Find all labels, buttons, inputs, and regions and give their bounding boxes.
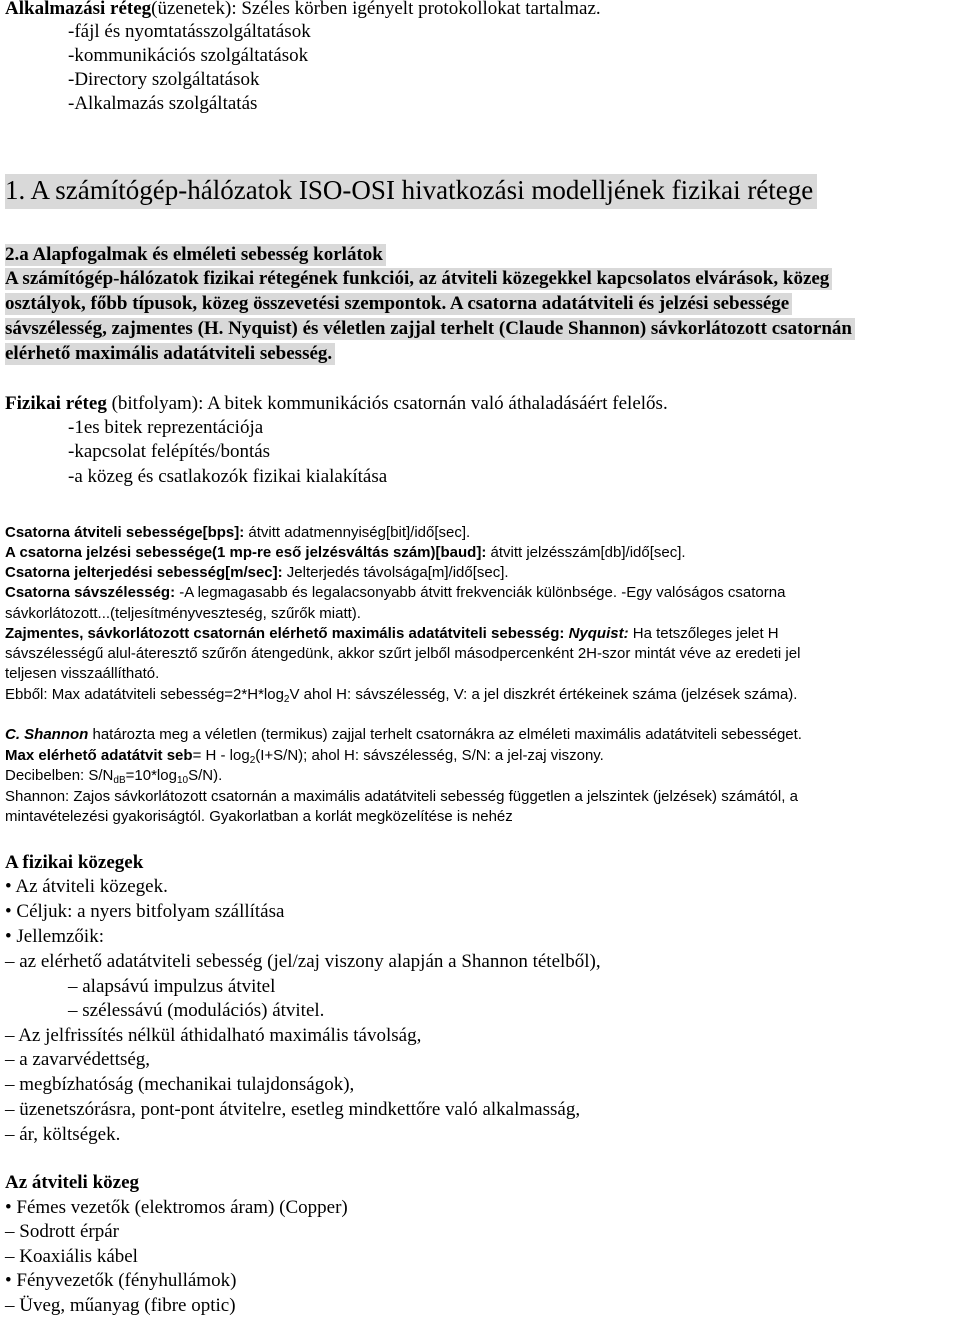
physical-layer-item: -a közeg és csatlakozók fizikai kialakítása <box>68 466 388 487</box>
media-bullet: • Jellemzőik: <box>5 926 104 947</box>
formula-text: (I+S/N); ahol H: sávszélesség, S/N: a jel-zaj viszony. <box>255 747 604 764</box>
media-bullet: • Az átviteli közegek. <box>5 876 168 897</box>
def-signal-rate <box>5 544 686 561</box>
def-bandwidth <box>5 584 785 601</box>
transmission-item: • Fényvezetők (fényhullámok) <box>5 1270 237 1291</box>
app-layer-item: -Alkalmazás szolgáltatás <box>68 93 258 114</box>
shannon-intro <box>5 726 802 743</box>
def-term: Max elérhető adatátvit seb <box>5 747 193 764</box>
def-term: Csatorna sávszélesség: <box>5 584 176 601</box>
shannon-name: C. Shannon <box>5 726 89 743</box>
physical-layer-desc: (bitfolyam): A bitek kommunikációs csatornán való áthaladásáért felelős. <box>106 393 668 414</box>
formula-text: Ebből: Max adatátviteli sebesség=2*H*log <box>5 686 284 703</box>
app-layer-desc: (üzenetek): Széles körben igényelt protokollokat tartalmaz. <box>151 0 601 19</box>
media-dash: – ár, költségek. <box>5 1124 121 1145</box>
def-term: Zajmentes, sávkorlátozott csatornán elérhető maximális adatátviteli sebesség: <box>5 625 565 642</box>
physical-layer-heading <box>5 393 668 415</box>
media-subdash: – alapsávú impulzus átvitel <box>68 976 276 997</box>
media-bullet: • Céljuk: a nyers bitfolyam szállítása <box>5 901 285 922</box>
media-title: A fizikai közegek <box>5 852 144 873</box>
chapter-title: 1. A számítógép-hálózatok ISO-OSI hivatkozási modelljének fizikai rétege <box>5 174 817 209</box>
shannon-note: mintavételezési gyakoriságtól. Gyakorlatban a korlát megközelítése is nehéz <box>5 808 513 825</box>
decibel-formula <box>5 767 222 786</box>
app-layer-item: -Directory szolgáltatások <box>68 69 260 90</box>
media-dash: – a zavarvédettség, <box>5 1049 151 1070</box>
app-layer-item: -kommunikációs szolgáltatások <box>68 45 309 66</box>
section-2a-title: 2.a Alapfogalmak és elméleti sebesség korlátok <box>5 244 386 266</box>
transmission-title: Az átviteli közeg <box>5 1172 140 1193</box>
physical-layer-term: Fizikai réteg <box>5 393 107 414</box>
section-2a-line: sávszélesség, zajmentes (H. Nyquist) és véletlen zajjal terhelt (Claude Shannon) sávkorlátozott csatornán <box>5 318 855 340</box>
def-text: határozta meg a véletlen (termikus) zajjal terhelt csatornákra az elméleti maximális adatátviteli sebességet. <box>88 726 802 743</box>
transmission-item: • Fémes vezetők (elektromos áram) (Copper) <box>5 1197 348 1218</box>
section-2a-line: osztályok, főbb típusok, közeg összevetési szempontok. A csatorna adatátviteli és jelzési sebessége <box>5 293 792 315</box>
def-text: Jelterjedés távolsága[m]/idő[sec]. <box>282 564 509 581</box>
def-text: Ha tetszőleges jelet H <box>628 625 779 642</box>
formula-text: Decibelben: S/N <box>5 767 114 784</box>
def-bandwidth-cont: sávkorlátozott...(teljesítményveszteség, szűrők miatt). <box>5 605 361 622</box>
formula-text: = H - log <box>192 747 250 764</box>
def-term: Csatorna jelterjedési sebesség[m/sec]: <box>5 564 283 581</box>
formula-subscript: 2 <box>249 755 256 766</box>
app-layer-term: Alkalmazási réteg <box>5 0 152 19</box>
nyquist-name: Nyquist: <box>568 625 629 642</box>
app-layer-item: -fájl és nyomtatásszolgáltatások <box>68 21 311 42</box>
physical-layer-item: -kapcsolat felépítés/bontás <box>68 441 271 462</box>
formula-subscript: dB <box>113 775 126 786</box>
def-nyquist-line: teljesen visszaállítható. <box>5 665 160 682</box>
transmission-item: – Üveg, műanyag (fibre optic) <box>5 1295 236 1316</box>
def-term: A csatorna jelzési sebessége(1 mp-re eső jelzésváltás szám)[baud]: <box>5 544 487 561</box>
def-nyquist-line: sávszélességű alul-áteresztő szűrőn átengedünk, akkor szűrt jelből másodpercenként 2H-szor mintát véve az eredeti jel <box>5 645 801 662</box>
def-text: -A legmagasabb és legalacsonyabb átvitt frekvenciák különbsége. -Egy valóságos csatorna <box>175 584 786 601</box>
physical-layer-item: -1es bitek reprezentációja <box>68 417 264 438</box>
media-dash: – megbízhatóság (mechanikai tulajdonságok), <box>5 1074 355 1095</box>
transmission-item: – Koaxiális kábel <box>5 1246 138 1267</box>
app-layer-heading <box>5 0 601 20</box>
def-term: Csatorna átviteli sebessége[bps]: <box>5 524 245 541</box>
nyquist-formula <box>5 686 797 705</box>
formula-text: S/N). <box>188 767 223 784</box>
media-dash: – Az jelfrissítés nélkül áthidalható maximális távolság, <box>5 1025 422 1046</box>
def-text: átvitt adatmennyiség[bit]/idő[sec]. <box>244 524 471 541</box>
shannon-note: Shannon: Zajos sávkorlátozott csatornán a maximális adatátviteli sebesség független a jelszintek (jelzések) számától, a <box>5 788 798 805</box>
formula-subscript: 2 <box>283 694 290 705</box>
media-subdash: – szélessávú (modulációs) átvitel. <box>68 1000 325 1021</box>
formula-subscript: 10 <box>176 775 189 786</box>
transmission-item: – Sodrott érpár <box>5 1221 119 1242</box>
shannon-formula <box>5 747 604 766</box>
section-2a-line: elérhető maximális adatátviteli sebesség. <box>5 343 335 365</box>
formula-text: =10*log <box>125 767 177 784</box>
formula-text: V ahol H: sávszélesség, V: a jel diszkrét értékeinek száma (jelzések száma). <box>289 686 798 703</box>
section-2a-line: A számítógép-hálózatok fizikai rétegének funkciói, az átviteli közegekkel kapcsolatos elvárások, közeg <box>5 268 832 290</box>
def-nyquist <box>5 625 779 642</box>
def-propagation <box>5 564 509 581</box>
def-transfer-rate <box>5 524 470 541</box>
media-dash: – az elérhető adatátviteli sebesség (jel/zaj viszony alapján a Shannon tételből), <box>5 951 601 972</box>
def-text: átvitt jelzésszám[db]/idő[sec]. <box>486 544 686 561</box>
media-dash: – üzenetszórásra, pont-pont átvitelre, esetleg mindkettőre való alkalmasság, <box>5 1099 581 1120</box>
